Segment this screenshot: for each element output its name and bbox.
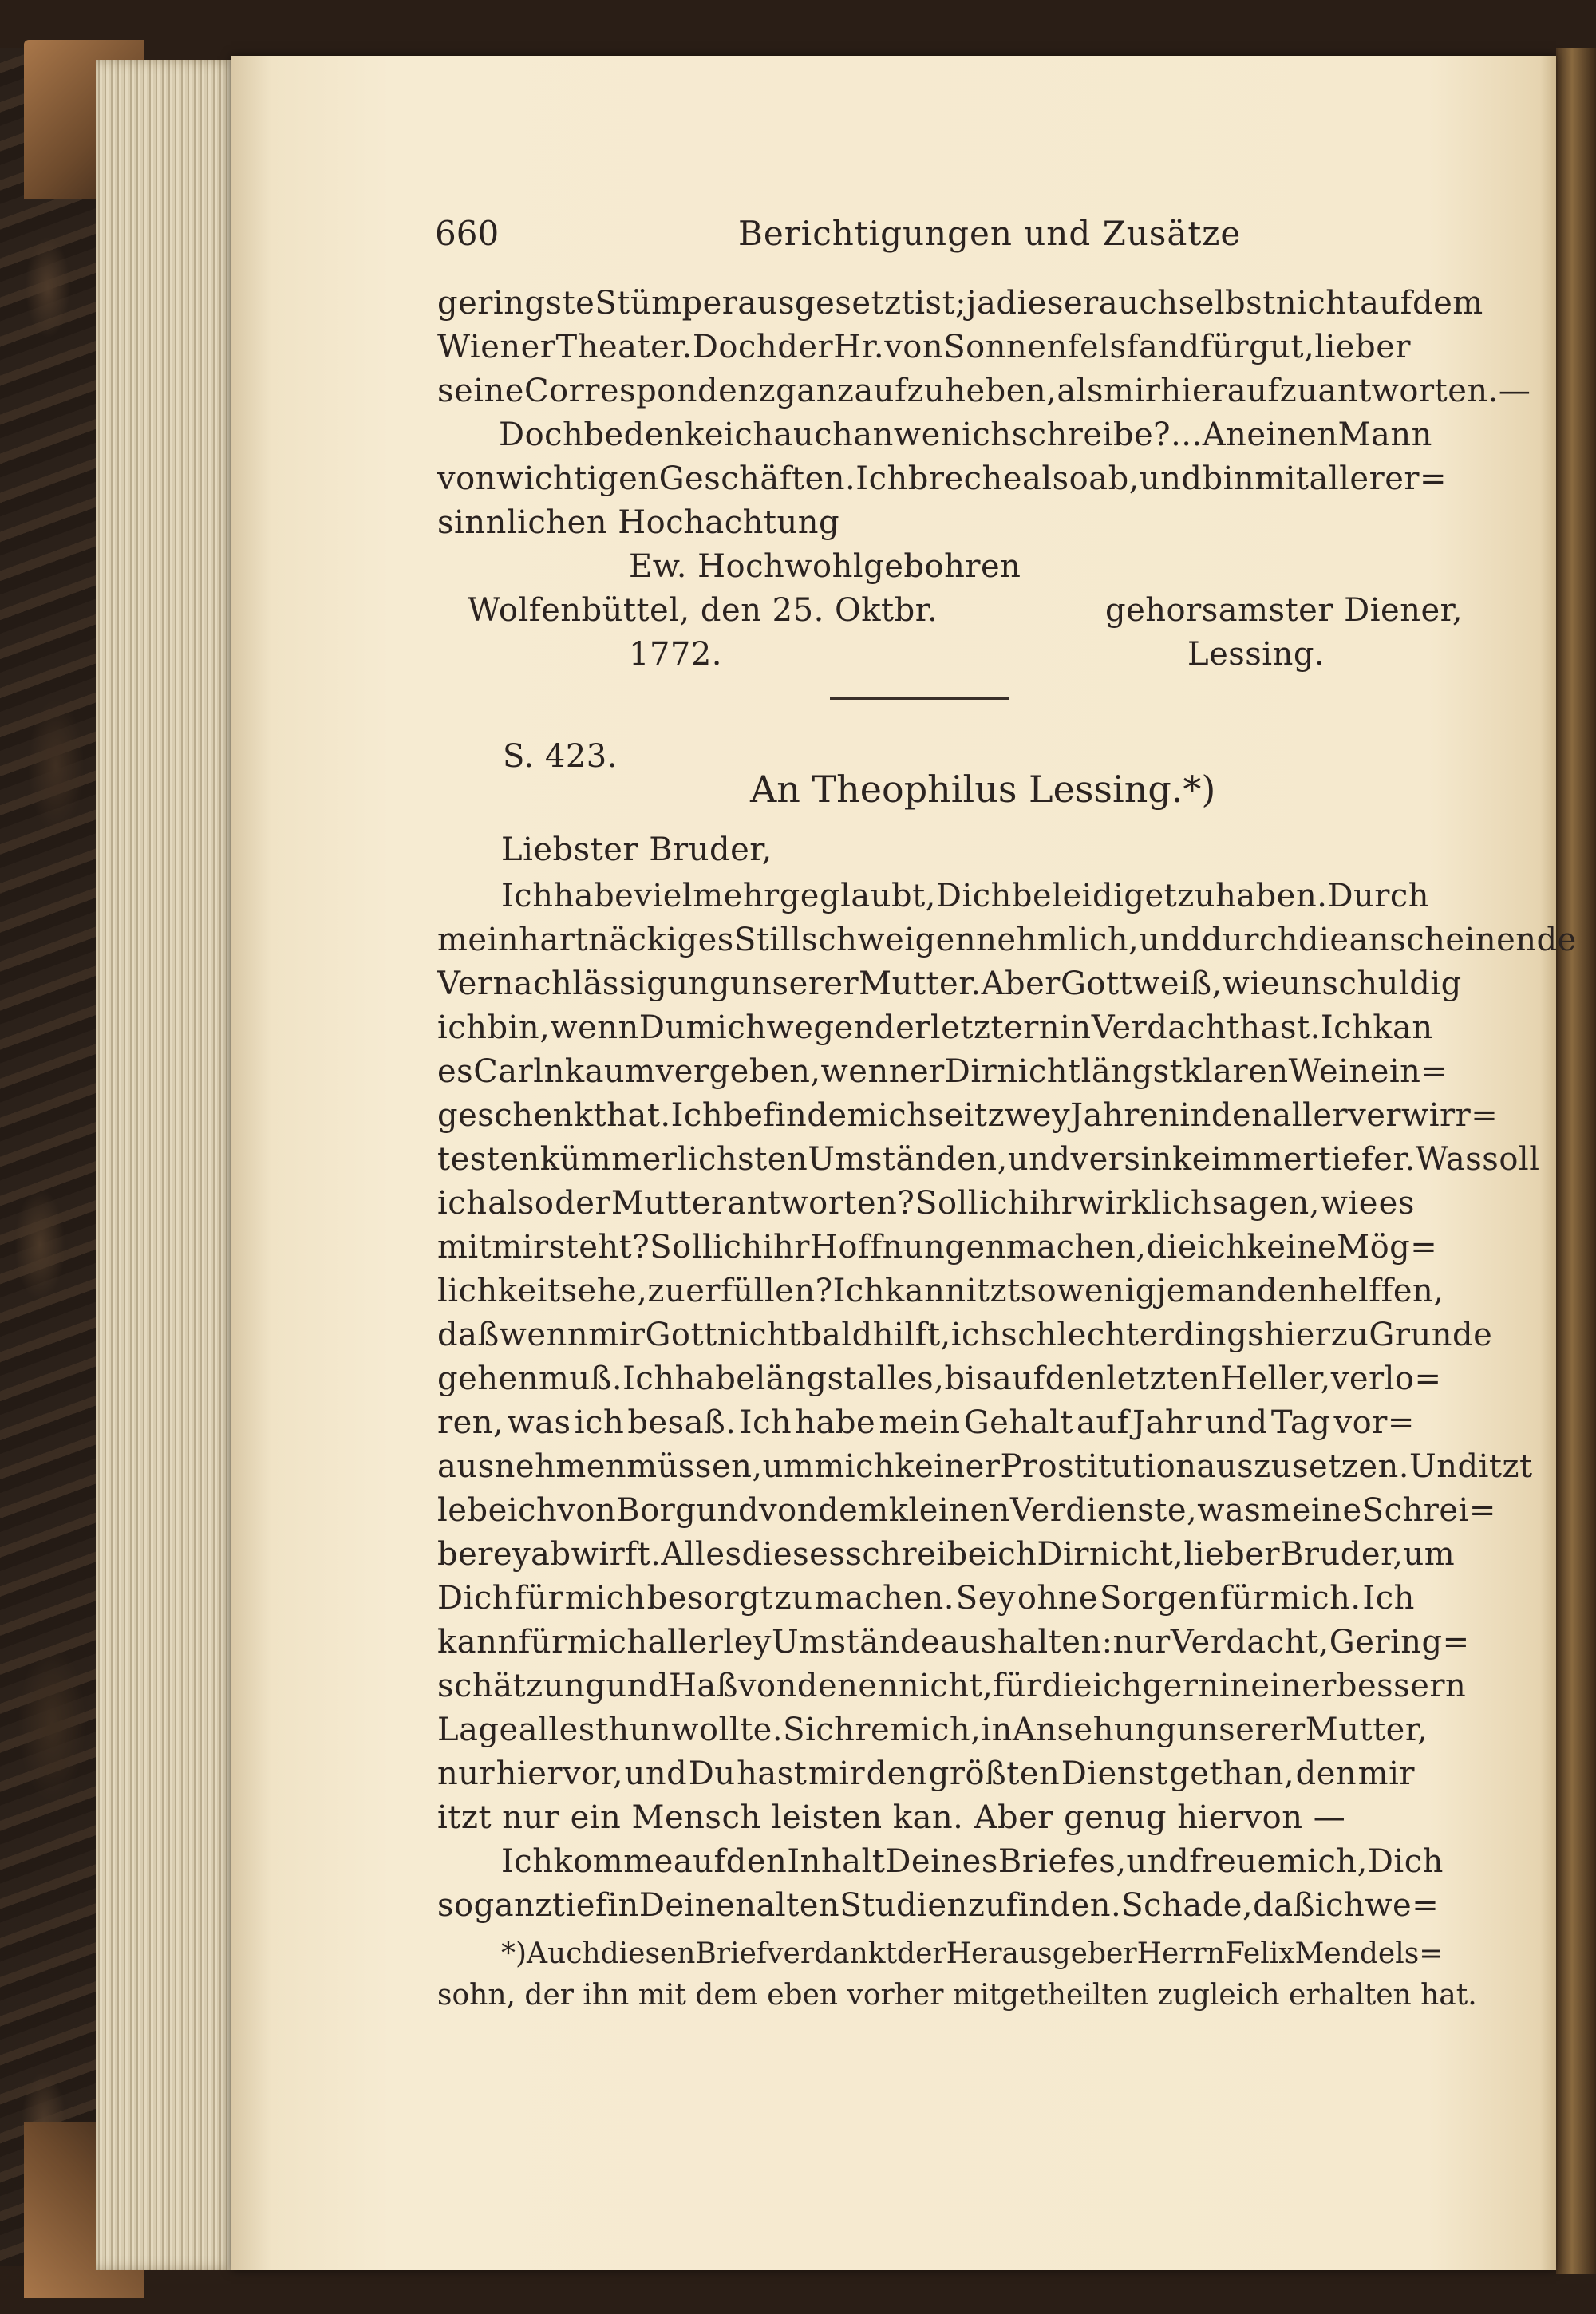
text-line: Ich komme auf den Inhalt Deines Briefes, und freue mich, Dich xyxy=(501,1843,1444,1880)
text-line: seine Correspondenz ganz aufzuheben, als mir hierauf zu antworten. — xyxy=(437,373,1531,409)
facing-page-edge xyxy=(1556,48,1596,2274)
page-number: 660 xyxy=(435,214,500,253)
footnote-line: *) Auch diesen Brief verdankt der Herausgeber Herrn Felix Mendels= xyxy=(501,1937,1444,1970)
text-line: ich also der Mutter antworten? Soll ich ihr wirklich sagen, wie es xyxy=(437,1185,1415,1222)
text-line: lebe ich von Borg und von dem kleinen Verdienste, was meine Schrei= xyxy=(437,1492,1496,1529)
page-reference: S. 423. xyxy=(503,738,618,775)
text-line: ich bin, wenn Du mich wegen der letztern in Verdacht hast. Ich kan xyxy=(437,1009,1433,1046)
signature: Lessing. xyxy=(1187,636,1325,673)
text-line: mein hartnäckiges Stillschweigen nehmlich, und durch die anscheinende xyxy=(437,922,1577,958)
text-line: ren, was ich besaß. Ich habe mein Gehalt auf Jahr und Tag vor= xyxy=(437,1404,1415,1441)
text-line: es Carln kaum vergeben, wenn er Dir nicht längst klaren Wein ein= xyxy=(437,1053,1448,1090)
text-line: Ich habe vielmehr geglaubt, Dich beleidiget zu haben. Durch xyxy=(501,878,1430,914)
text-line: testen kümmerlichsten Umständen, und versinke immer tiefer. Was soll xyxy=(437,1141,1540,1178)
text-line: daß wenn mir Gott nicht bald hilft, ich schlechterdings hier zu Grunde xyxy=(437,1317,1493,1353)
text-line: Doch bedenke ich auch an wen ich schreibe? . . . An einen Mann xyxy=(499,417,1432,453)
text-line: kann für mich allerley Umstände aushalten: nur Verdacht, Gering= xyxy=(437,1624,1470,1660)
text-line: gehen muß. Ich habe längst alles, bis auf den letzten Heller, verlo= xyxy=(437,1360,1442,1397)
text-line: berey abwirft. Alles dieses schreibe ich Dir nicht, lieber Bruder, um xyxy=(437,1536,1456,1573)
running-title: Berichtigungen und Zusätze xyxy=(738,214,1242,253)
text-line: nur hiervor, und Du hast mir den größten Dienst gethan, den mir xyxy=(437,1755,1415,1792)
text-line: lichkeit sehe, zu erfüllen? Ich kann itzt so wenig jemanden helffen, xyxy=(437,1273,1444,1309)
text-line: geringste Stümper ausgesetzt ist; ja dieser auch selbst nicht auf dem xyxy=(437,285,1483,322)
text-line: geschenkt hat. Ich befinde mich seit zwey Jahren in den allerverwirr= xyxy=(437,1097,1499,1134)
closing: gehorsamster Diener, xyxy=(1105,592,1464,629)
text-line: so ganz tief in Deinen alten Studien zu finden. Schade, daß ich we= xyxy=(437,1887,1440,1924)
text-line: Vernachlässigung unserer Mutter. Aber Gott weiß, wie unschuldig xyxy=(437,965,1462,1002)
page-edges xyxy=(96,60,239,2270)
footnote-line: sohn, der ihn mit dem eben vorher mitgetheilten zugleich erhalten hat. xyxy=(437,1979,1477,2012)
letter-title: An Theophilus Lessing.*) xyxy=(750,768,1216,811)
text-line: sinnlichen Hochachtung xyxy=(437,504,840,541)
text-line: itzt nur ein Mensch leisten kan. Aber genug hiervon — xyxy=(437,1799,1346,1836)
letter-greeting: Liebster Bruder, xyxy=(501,831,772,868)
text-line: Wiener Theater. Doch der Hr. von Sonnenfels fand für gut, lieber xyxy=(437,329,1411,365)
salutation: Ew. Hochwohlgebohren xyxy=(629,548,1021,585)
text-line: schätzung und Haß von denen nicht, für die ich gern in einer bessern xyxy=(437,1668,1467,1704)
marbled-cover-board xyxy=(0,48,104,2266)
place-date: Wolfenbüttel, den 25. Oktbr. xyxy=(468,592,938,629)
year: 1772. xyxy=(629,636,723,673)
text-line: ausnehmen müssen, um mich keiner Prostitution auszusetzen. Und itzt xyxy=(437,1448,1533,1485)
text-line: Dich für mich besorgt zu machen. Sey ohne Sorgen für mich. Ich xyxy=(437,1580,1415,1617)
section-divider xyxy=(830,697,1009,700)
text-line: mit mir steht? Soll ich ihr Hoffnungen machen, die ich keine Mög= xyxy=(437,1229,1438,1266)
text-line: von wichtigen Geschäften. Ich breche also ab, und bin mit aller er= xyxy=(437,460,1448,497)
text-line: Lage alles thun wollte. Sichre mich, in Ansehung unserer Mutter, xyxy=(437,1712,1428,1748)
